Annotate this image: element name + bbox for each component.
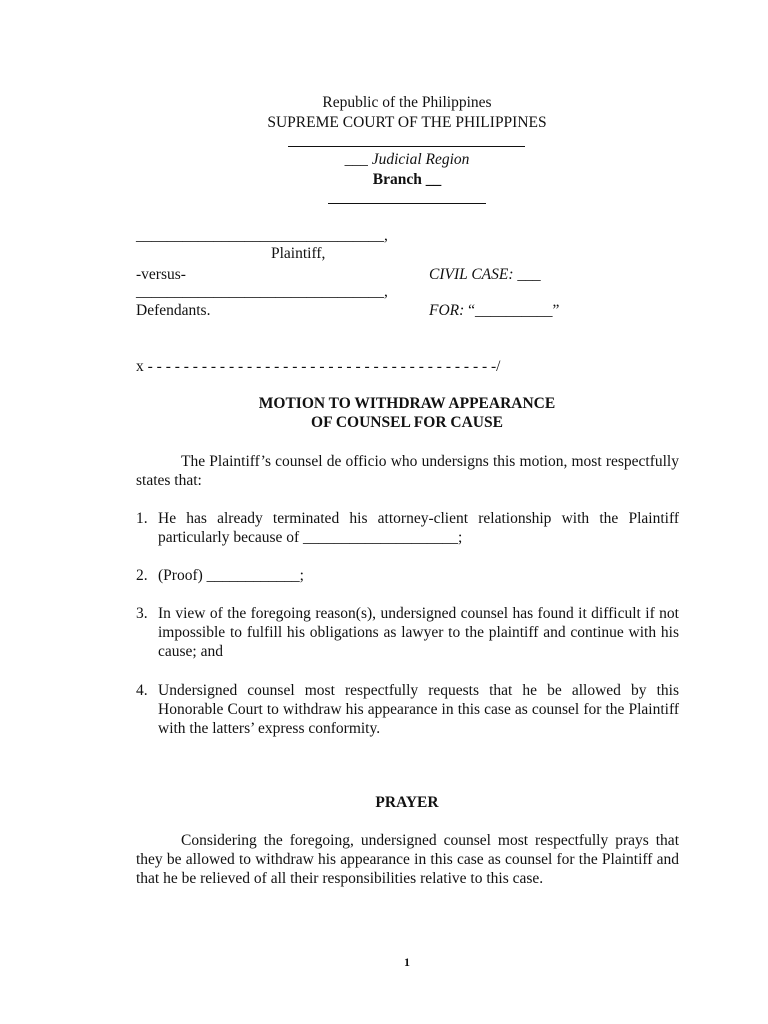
caption-separator: x - - - - - - - - - - - - - - - - - - - - - - - - - - - - - - - - - - - - - - -/ — [136, 358, 501, 375]
plaintiff-label: Plaintiff, — [271, 245, 326, 262]
item-number: 1. — [136, 510, 148, 527]
item-number: 2. — [136, 567, 148, 584]
motion-title-line2: OF COUNSEL FOR CAUSE — [311, 414, 503, 431]
for-value: “__________” — [468, 302, 560, 319]
region-text: Judicial Region — [367, 151, 470, 168]
motion-title-line1: MOTION TO WITHDRAW APPEARANCE — [258, 395, 556, 412]
item-text: Undersigned counsel most respectfully requests that he be allowed by this Honorable Court to withdraw his appearance in this case as counsel for the Plaintiff with the latters’ express conformity. — [158, 682, 679, 737]
item-number: 4. — [136, 682, 148, 699]
plaintiff-blank: ________________________________, — [136, 227, 388, 244]
versus-label: -versus- — [136, 266, 186, 283]
intro-paragraph: The Plaintiff’s counsel de officio who undersigns this motion, most respectfully states that: — [136, 453, 679, 489]
for-line — [429, 302, 559, 320]
list-item — [136, 566, 679, 586]
list-item — [136, 681, 679, 761]
defendant-label: Defendants. — [136, 302, 211, 319]
prayer-paragraph: Considering the foregoing, undersigned counsel most respectfully prays that they be allowed to withdraw his appearance in this case as counsel for the Plaintiff and that he be relieved of all their responsibilities relative to this case. — [136, 832, 679, 887]
item-text: In view of the foregoing reason(s), undersigned counsel has found it difficult if not impossible to fulfill his obligations as lawyer to the plaintiff and continue with his cause; and — [158, 605, 679, 660]
region-blank: ___ — [344, 151, 368, 168]
page-number: 1 — [404, 955, 410, 969]
court-blank-line — [288, 146, 525, 147]
for-label: FOR: — [429, 302, 469, 319]
civil-case-label: CIVIL CASE: ___ — [429, 266, 541, 283]
item-number: 3. — [136, 605, 148, 622]
republic-line: Republic of the Philippines — [322, 94, 492, 111]
location-blank-line — [328, 203, 486, 204]
list-item — [136, 509, 679, 549]
judicial-region — [0, 151, 768, 169]
list-item — [136, 604, 679, 664]
defendant-blank: ________________________________, — [136, 283, 388, 300]
branch-line: Branch __ — [372, 171, 442, 188]
prayer-heading: PRAYER — [375, 794, 439, 811]
item-text: He has already terminated his attorney-client relationship with the Plaintiff particularly because of ____________________; — [158, 510, 679, 546]
court-name: SUPREME COURT OF THE PHILIPPINES — [267, 114, 547, 131]
item-text: (Proof) ____________; — [158, 567, 304, 584]
